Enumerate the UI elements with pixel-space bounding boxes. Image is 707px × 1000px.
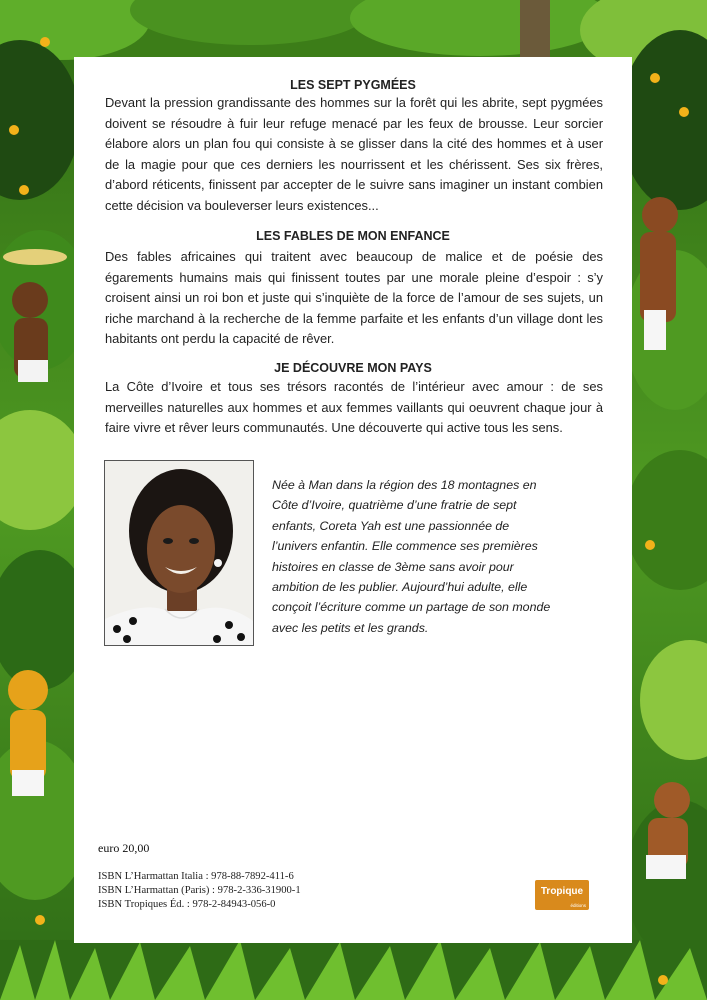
price: euro 20,00 <box>98 841 150 855</box>
tropiques-logo-subtext: éditions <box>570 903 586 908</box>
section-title-decouvre: JE DÉCOUVRE MON PAYS <box>274 361 432 375</box>
isbn-italia: ISBN L’Harmattan Italia : 978-88-7892-411-6 <box>98 871 294 882</box>
section-title-sept-pygmees: LES SEPT PYGMÉES <box>290 78 416 92</box>
section-body-sept-pygmees: Devant la pression grandissante des hommes sur la forêt qui les abrite, sept pygmées doivent se résoudre à fuir leur refuge menacé par les feux de brousse. Leur sorcier élabore alors un plan fou qui consiste à se glisser dans la cité des hommes et à user de la magie pour que ces derniers les nourrissent et les chérissent. Ses six frères, d’abord réticents, finissent par accepter de le suivre sans imaginer un instant combien cette décision va bouleverser leurs existences... <box>105 95 603 213</box>
figure-head-right-2 <box>654 782 690 818</box>
figure-head-left-2 <box>8 670 48 710</box>
section-body-decouvre: La Côte d’Ivoire et tous ses trésors racontés de l’intérieur avec amour : de ses merveilles naturelles aux hommes et aux femmes vaillants qui oeuvrent chaque jour à faire vivre et rêver leurs communautés. Une découverte qui active tous les sens. <box>105 379 603 435</box>
isbn-tropiques: ISBN Tropiques Éd. : 978-2-84943-056-0 <box>98 899 276 910</box>
isbn-list <box>98 870 301 912</box>
tropiques-logo <box>535 880 589 910</box>
figure-head-left-1 <box>12 282 48 318</box>
tropiques-logo-text: Tropique <box>540 886 584 897</box>
content-panel <box>74 57 632 943</box>
figure-head-right-1 <box>642 197 678 233</box>
author-portrait-illustration <box>105 461 253 645</box>
author-bio: Née à Man dans la région des 18 montagnes en Côte d’Ivoire, quatrième d’une fratrie de sept enfants, Coreta Yah est une passionnée de l’univers enfantin. Elle commence ses premières histoires en classe de 3ème sans avoir pour ambition de les publier. Aujourd’hui adulte, elle conçoit l’écriture comme un partage de son monde avec les petits et les grands. <box>272 478 551 635</box>
author-portrait <box>104 460 254 646</box>
section-title-fables: LES FABLES DE MON ENFANCE <box>256 229 450 243</box>
isbn-paris: ISBN L’Harmattan (Paris) : 978-2-336-31900-1 <box>98 885 301 896</box>
section-body-fables: Des fables africaines qui traitent avec beaucoup de malice et de poésie des égarements humains mais qui finissent toutes par une morale pleine d’espoir : s’y croisent ainsi un roi bon et juste qui s’inquiète de la force de l’amour de ses sujets, un riche marchand à la recherche de la femme parfaite et les enfants d’un village dont les habitants ont perdu la capacité de rêver. <box>105 249 603 346</box>
